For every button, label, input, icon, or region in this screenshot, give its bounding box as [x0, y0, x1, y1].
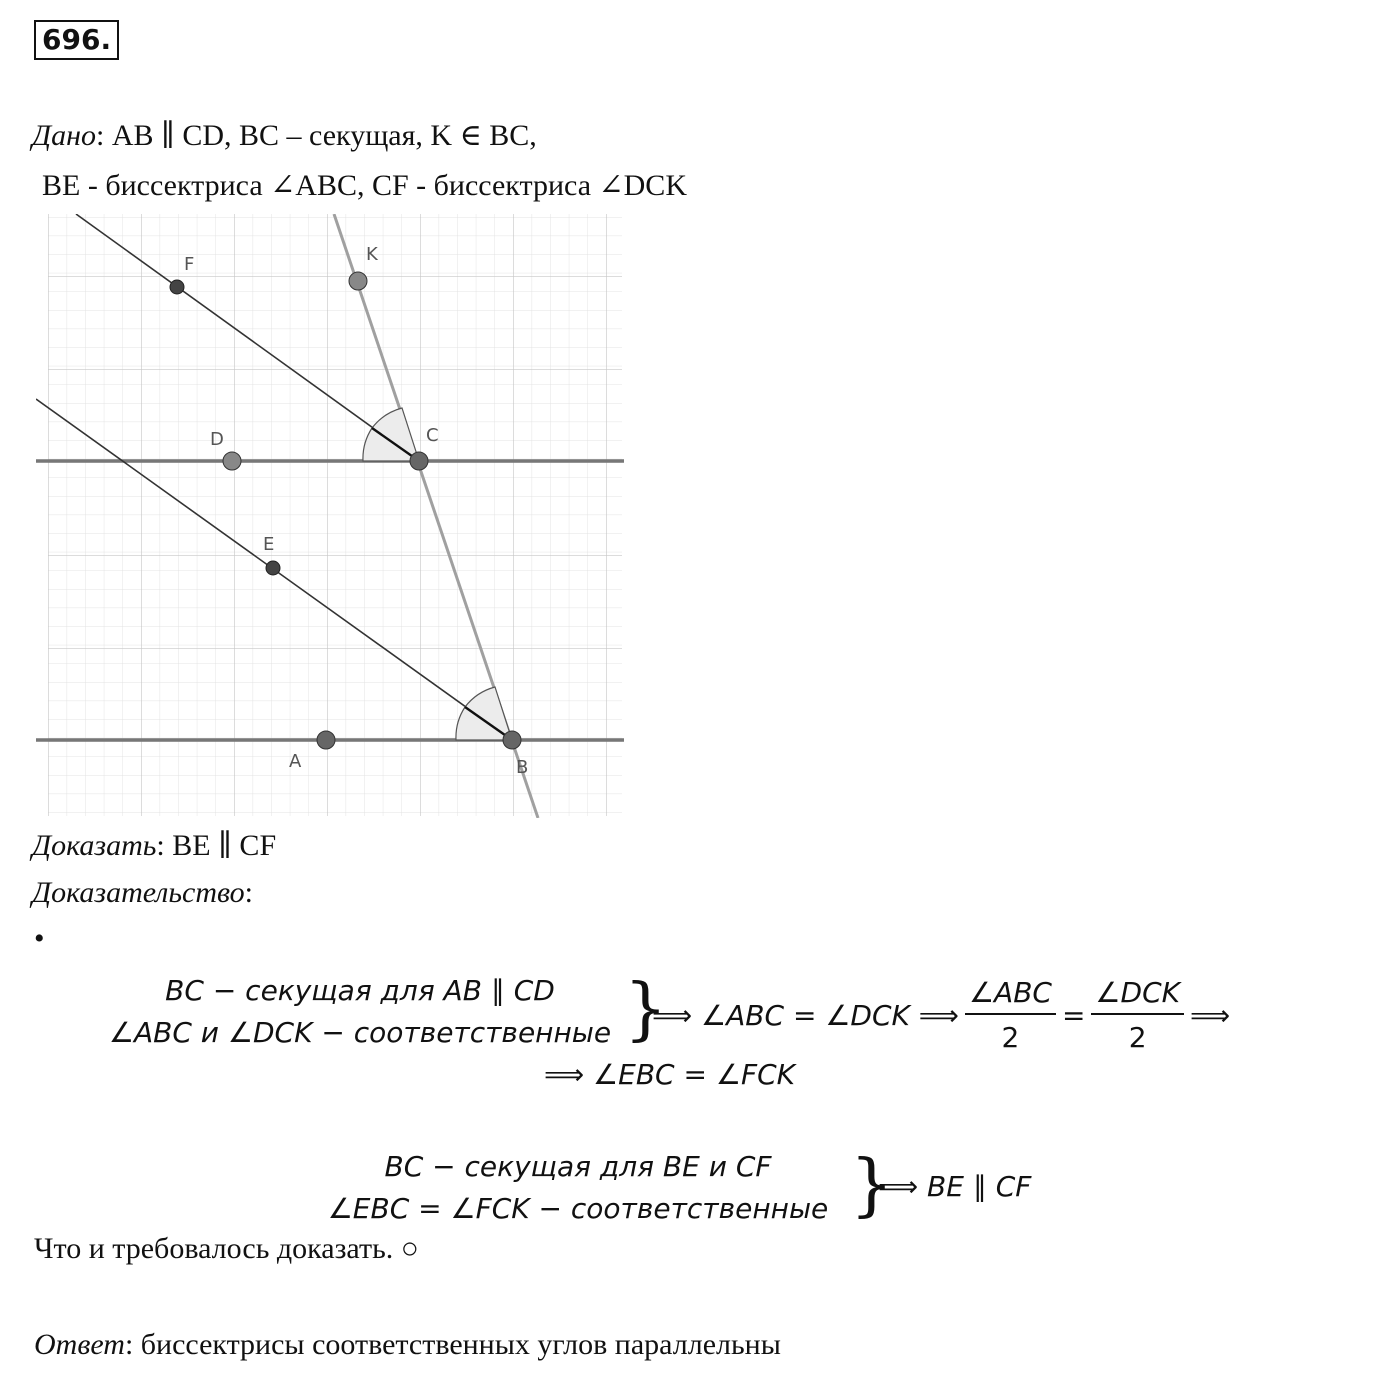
- given-text-1: : AB ∥ CD, BC – секущая, K ∈ BC,: [95, 119, 537, 152]
- fraction-abc-denominator: 2: [1001, 1021, 1020, 1054]
- label-b: B: [516, 757, 529, 778]
- label-c: C: [426, 425, 439, 446]
- answer-text: : биссектрисы соответственных углов параллельны: [124, 1328, 781, 1361]
- answer-line: [34, 1328, 781, 1362]
- label-a: A: [289, 751, 302, 772]
- geometry-figure: [36, 214, 624, 818]
- step1-result-a: ⟹ ∠ABC = ∠DCK ⟹: [652, 998, 959, 1032]
- step2-brace: }: [850, 1146, 894, 1225]
- bullet: •: [34, 922, 45, 955]
- step2-result: ⟹ BE ∥ CF: [878, 1170, 1032, 1203]
- fraction-dck: [1091, 976, 1184, 1054]
- prove-label: Доказать: [32, 829, 157, 862]
- given-line-1: [32, 118, 537, 153]
- point-f: [170, 280, 184, 294]
- proof-colon: :: [244, 876, 253, 909]
- fraction-abc-numerator: ∠ABC: [965, 976, 1056, 1015]
- label-d: D: [210, 429, 224, 450]
- step1-line-2: ⟹ ∠EBC = ∠FCK: [544, 1058, 795, 1091]
- step2-condition-1: BC − секущая для BE и CF: [384, 1150, 772, 1183]
- proof-heading: [32, 876, 253, 910]
- step1-arrow: ⟹: [1190, 998, 1231, 1032]
- label-k: K: [366, 244, 378, 265]
- fraction-abc: [965, 976, 1056, 1054]
- point-a: [317, 731, 335, 749]
- point-b: [503, 731, 521, 749]
- point-e: [266, 561, 280, 575]
- given-line-2: BE - биссектриса ∠ABC, CF - биссектриса ∠DCK: [42, 169, 687, 202]
- prove-line: [32, 828, 276, 863]
- qed-line: Что и требовалось доказать. ○: [34, 1232, 419, 1265]
- prove-text: : BE ∥ CF: [156, 829, 277, 862]
- fraction-dck-denominator: 2: [1128, 1021, 1147, 1054]
- point-c: [410, 452, 428, 470]
- grid: [48, 214, 622, 816]
- fraction-dck-numerator: ∠DCK: [1091, 976, 1184, 1015]
- step1-equals: =: [1061, 998, 1086, 1032]
- step1-result: [652, 970, 1230, 1060]
- label-e: E: [263, 534, 275, 555]
- step1-condition-2: ∠ABC и ∠DCK − соответственные: [108, 1016, 612, 1049]
- answer-label: Ответ: [34, 1328, 125, 1361]
- given-label: Дано: [32, 119, 96, 152]
- problem-number: 696.: [34, 20, 119, 60]
- step1-condition-1: BC − секущая для AB ∥ CD: [165, 974, 555, 1007]
- step2-condition-2: ∠EBC = ∠FCK − соответственные: [327, 1192, 829, 1225]
- proof-label: Доказательство: [32, 876, 245, 909]
- point-k: [349, 272, 367, 290]
- label-f: F: [184, 254, 195, 275]
- point-d: [223, 452, 241, 470]
- step1-brace: }: [624, 970, 668, 1049]
